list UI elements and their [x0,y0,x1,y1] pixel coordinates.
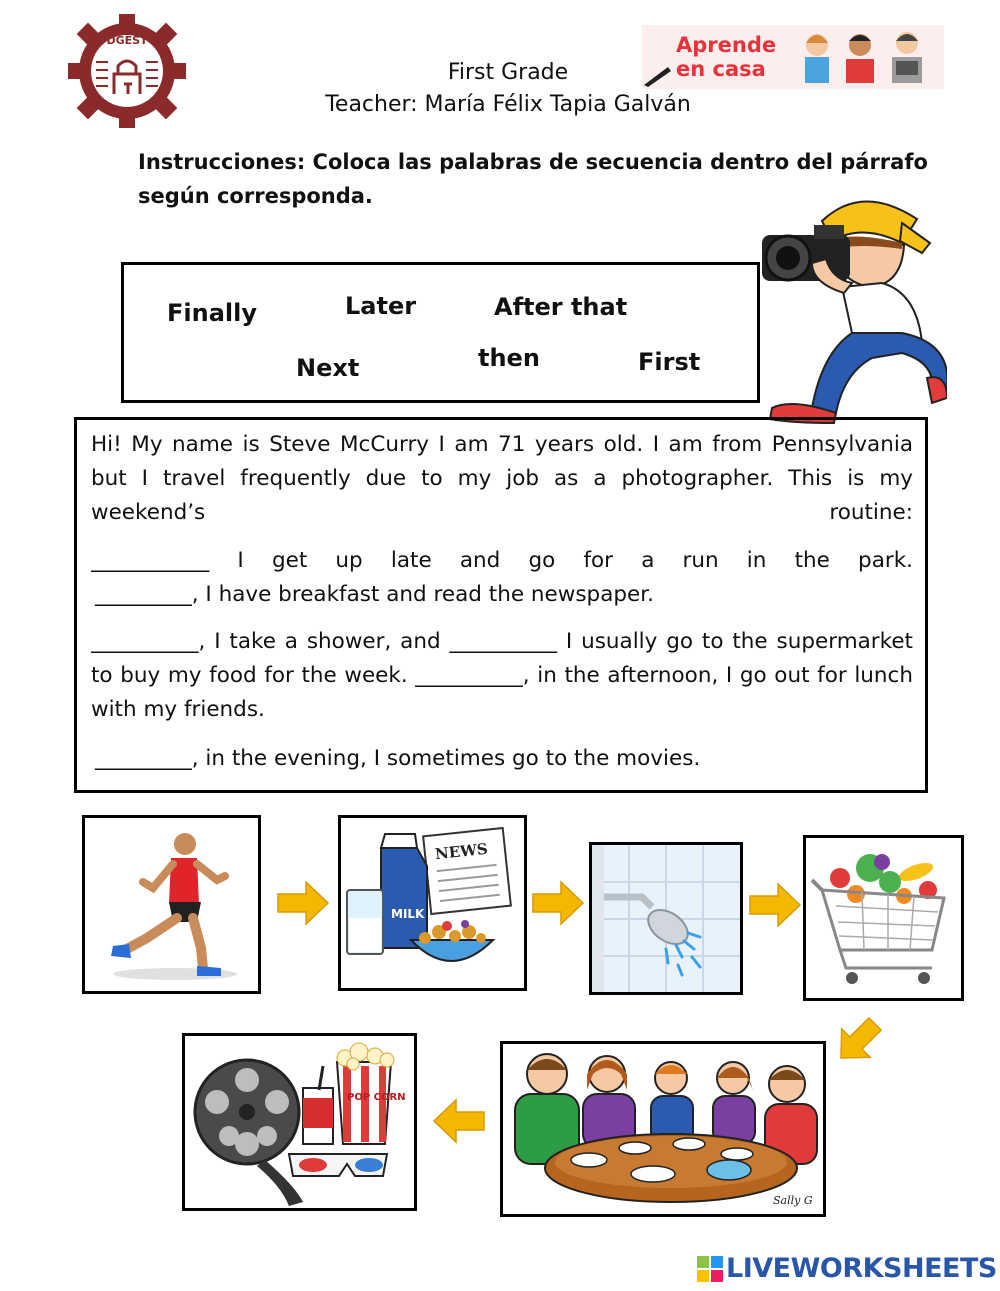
arrow-left-icon [432,1098,486,1144]
banner-text-aprende: Aprende [676,33,777,57]
picture-shopping-cart [803,835,964,1001]
milk-label: MILK [391,907,425,921]
grade-label: First Grade [447,60,569,85]
word-bank-box [121,262,760,403]
arrow-right-icon-3 [748,882,802,928]
arrow-right-icon-2 [531,880,585,926]
word-later[interactable]: Later [345,292,417,320]
picture-lunch [500,1041,826,1217]
story-paragraph-box [74,417,928,793]
popcorn-label: POP CORN [347,1092,406,1103]
arrow-right-icon-1 [276,880,330,926]
paragraph-line-movies[interactable]: _________, in the evening, I sometimes go to the movies. [95,746,701,771]
aprende-en-casa-banner [642,25,944,89]
paragraph-line-breakfast[interactable]: _________, I have breakfast and read the newspaper. [95,582,654,607]
picture-shower [589,842,743,995]
instructions-text: Instrucciones: Coloca las palabras de secuencia dentro del párrafo según corresponda. [138,150,928,208]
signature-text: Sally G [773,1194,813,1207]
paragraph-line-lunch[interactable]: to buy my food for the week. __________, in the afternoon, I go out for lunch [91,663,913,688]
shopping-cart-icon [806,838,961,998]
teacher-label: Teacher: María Félix Tapia Galván [325,92,691,117]
photographer-boy-illustration [752,183,947,431]
picture-movies [182,1033,417,1211]
arrow-down-left-icon [832,1016,884,1066]
paragraph-line-shower[interactable]: __________, I take a shower, and __________ I usually go to the supermarket [91,629,913,654]
word-after-that[interactable]: After that [494,293,628,321]
kids-illustration-icon [792,27,942,87]
paragraph-line-friends: with my friends. [91,697,265,722]
pencil-icon [642,63,672,87]
picture-running [82,815,261,994]
paragraph-line-first[interactable]: ___________ I get up late and go for a run in the park. [91,548,913,573]
paragraph-intro: Hi! My name is Steve McCurry I am 71 years old. I am from Pennsylvania but I travel frequently due to my job as a photographer. This is my weekend’s routine: [91,432,913,525]
picture-breakfast [338,815,527,991]
word-next[interactable]: Next [296,354,360,382]
liveworksheets-brand[interactable]: LIVEWORKSHEETS [726,1253,997,1284]
breakfast-newspaper-icon [341,818,524,988]
shower-icon [592,845,740,992]
logo-text: DGEST [106,34,148,47]
word-then[interactable]: then [478,344,540,372]
banner-text-en-casa: en casa [676,57,766,81]
liveworksheets-logo-icon [697,1256,723,1282]
word-finally[interactable]: Finally [167,299,257,327]
running-man-icon [85,818,258,991]
movies-icon [185,1036,414,1208]
word-first[interactable]: First [638,348,701,376]
newspaper-label: NEWS [434,839,489,864]
lunch-friends-icon [503,1044,823,1214]
